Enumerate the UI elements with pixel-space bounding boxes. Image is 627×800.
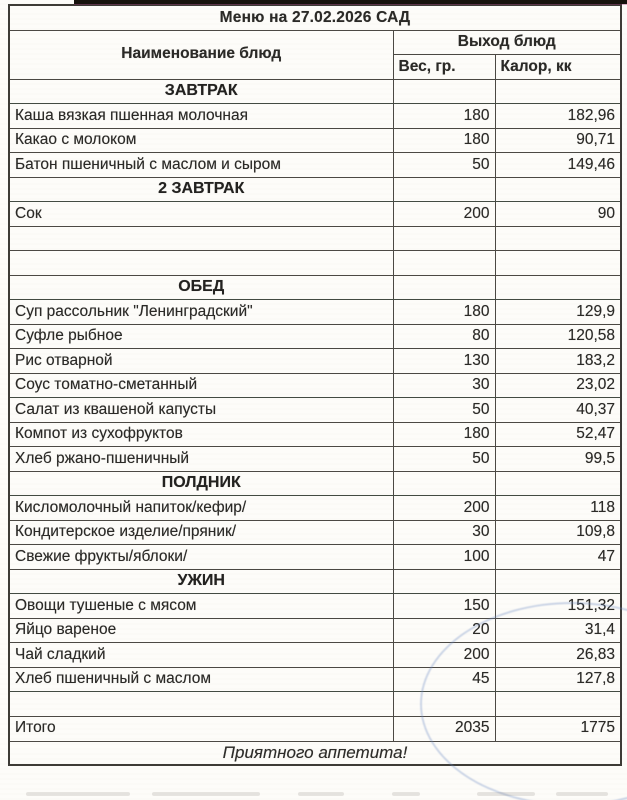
calories-cell: 149,46 bbox=[495, 153, 621, 178]
dish-name-cell: Рис отварной bbox=[9, 349, 393, 374]
dish-name-cell: Салат из квашеной капусты bbox=[9, 398, 393, 423]
dish-name-cell: Соус томатно-сметанный bbox=[9, 373, 393, 398]
calories-cell: 40,37 bbox=[495, 398, 621, 423]
section-row bbox=[9, 471, 621, 496]
scan-smudge bbox=[392, 792, 420, 796]
footer-text: Приятного аппетита! bbox=[9, 741, 621, 765]
menu-item-row bbox=[9, 496, 621, 521]
section-title-cell: ЗАВТРАК bbox=[9, 79, 393, 104]
weight-cell bbox=[393, 275, 495, 300]
calories-cell: 90 bbox=[495, 202, 621, 227]
dish-name-cell: Чай сладкий bbox=[9, 643, 393, 668]
calories-cell: 90,71 bbox=[495, 128, 621, 153]
total-weight: 2035 bbox=[393, 716, 495, 741]
empty-row bbox=[9, 251, 621, 276]
weight-cell: 180 bbox=[393, 104, 495, 129]
weight-cell bbox=[393, 471, 495, 496]
dish-name-cell: Батон пшеничный с маслом и сыром bbox=[9, 153, 393, 178]
menu-item-row bbox=[9, 153, 621, 178]
scan-smudge bbox=[556, 792, 608, 796]
calories-cell: 129,9 bbox=[495, 300, 621, 325]
weight-cell bbox=[393, 177, 495, 202]
scan-smudge bbox=[26, 792, 130, 796]
section-title-cell: 2 ЗАВТРАК bbox=[9, 177, 393, 202]
menu-item-row bbox=[9, 447, 621, 472]
dish-name-cell: Кондитерское изделие/пряник/ bbox=[9, 520, 393, 545]
page-title: Меню на 27.02.2026 САД bbox=[9, 5, 621, 30]
menu-item-row bbox=[9, 300, 621, 325]
dish-name-cell bbox=[9, 251, 393, 276]
section-row bbox=[9, 177, 621, 202]
scan-smudge bbox=[152, 792, 260, 796]
calories-cell: 31,4 bbox=[495, 618, 621, 643]
weight-cell: 50 bbox=[393, 447, 495, 472]
weight-cell: 100 bbox=[393, 545, 495, 570]
weight-cell: 200 bbox=[393, 643, 495, 668]
weight-cell: 20 bbox=[393, 618, 495, 643]
calories-cell: 118 bbox=[495, 496, 621, 521]
menu-item-row bbox=[9, 520, 621, 545]
section-row bbox=[9, 275, 621, 300]
weight-cell: 50 bbox=[393, 153, 495, 178]
section-title-cell: УЖИН bbox=[9, 569, 393, 594]
weight-cell: 180 bbox=[393, 422, 495, 447]
dish-name-cell: Каша вязкая пшенная молочная bbox=[9, 104, 393, 129]
dish-name-cell: Хлеб пшеничный с маслом bbox=[9, 667, 393, 692]
dish-name-cell: Яйцо вареное bbox=[9, 618, 393, 643]
section-row bbox=[9, 79, 621, 104]
scan-edge-strip bbox=[74, 0, 627, 4]
menu-item-row bbox=[9, 202, 621, 227]
menu-item-row bbox=[9, 422, 621, 447]
menu-item-row bbox=[9, 373, 621, 398]
menu-item-row bbox=[9, 324, 621, 349]
weight-cell bbox=[393, 226, 495, 251]
dish-name-cell: Суп рассольник "Ленинградский" bbox=[9, 300, 393, 325]
column-header-name: Наименование блюд bbox=[9, 30, 393, 79]
weight-cell: 130 bbox=[393, 349, 495, 374]
weight-cell: 150 bbox=[393, 594, 495, 619]
calories-cell: 120,58 bbox=[495, 324, 621, 349]
section-row bbox=[9, 569, 621, 594]
header-row-1 bbox=[9, 30, 621, 55]
calories-cell: 52,47 bbox=[495, 422, 621, 447]
menu-item-row bbox=[9, 545, 621, 570]
weight-cell: 50 bbox=[393, 398, 495, 423]
calories-cell: 23,02 bbox=[495, 373, 621, 398]
dish-name-cell bbox=[9, 226, 393, 251]
column-header-output: Выход блюд bbox=[393, 30, 621, 55]
weight-cell: 200 bbox=[393, 496, 495, 521]
scan-smudge bbox=[477, 792, 535, 796]
menu-item-row bbox=[9, 349, 621, 374]
calories-cell: 127,8 bbox=[495, 667, 621, 692]
calories-cell: 109,8 bbox=[495, 520, 621, 545]
dish-name-cell: Какао с молоком bbox=[9, 128, 393, 153]
total-calories: 1775 bbox=[495, 716, 621, 741]
menu-item-row bbox=[9, 128, 621, 153]
calories-cell bbox=[495, 177, 621, 202]
calories-cell bbox=[495, 471, 621, 496]
dish-name-cell: Свежие фрукты/яблоки/ bbox=[9, 545, 393, 570]
dish-name-cell: Суфле рыбное bbox=[9, 324, 393, 349]
dish-name-cell: Кисломолочный напиток/кефир/ bbox=[9, 496, 393, 521]
dish-name-cell bbox=[9, 692, 393, 717]
column-header-calories: Калор, кк bbox=[495, 55, 621, 80]
section-title-cell: ПОЛДНИК bbox=[9, 471, 393, 496]
column-header-weight: Вес, гр. bbox=[393, 55, 495, 80]
calories-cell bbox=[495, 569, 621, 594]
weight-cell: 200 bbox=[393, 202, 495, 227]
calories-cell bbox=[495, 79, 621, 104]
calories-cell: 183,2 bbox=[495, 349, 621, 374]
calories-cell bbox=[495, 251, 621, 276]
dish-name-cell: Овощи тушеные с мясом bbox=[9, 594, 393, 619]
dish-name-cell: Компот из сухофруктов bbox=[9, 422, 393, 447]
weight-cell: 45 bbox=[393, 667, 495, 692]
calories-cell bbox=[495, 275, 621, 300]
menu-item-row bbox=[9, 398, 621, 423]
section-title-cell: ОБЕД bbox=[9, 275, 393, 300]
total-label: Итого bbox=[9, 716, 393, 741]
dish-name-cell: Сок bbox=[9, 202, 393, 227]
calories-cell: 99,5 bbox=[495, 447, 621, 472]
title-row bbox=[9, 5, 621, 30]
weight-cell: 80 bbox=[393, 324, 495, 349]
empty-row bbox=[9, 226, 621, 251]
calories-cell: 26,83 bbox=[495, 643, 621, 668]
scan-smudge bbox=[298, 792, 344, 796]
weight-cell bbox=[393, 569, 495, 594]
calories-cell: 182,96 bbox=[495, 104, 621, 129]
weight-cell: 180 bbox=[393, 300, 495, 325]
menu-item-row bbox=[9, 104, 621, 129]
weight-cell: 30 bbox=[393, 373, 495, 398]
weight-cell bbox=[393, 251, 495, 276]
weight-cell: 30 bbox=[393, 520, 495, 545]
weight-cell bbox=[393, 79, 495, 104]
dish-name-cell: Хлеб ржано-пшеничный bbox=[9, 447, 393, 472]
calories-cell: 47 bbox=[495, 545, 621, 570]
calories-cell bbox=[495, 226, 621, 251]
calories-cell: 151,32 bbox=[495, 594, 621, 619]
weight-cell: 180 bbox=[393, 128, 495, 153]
